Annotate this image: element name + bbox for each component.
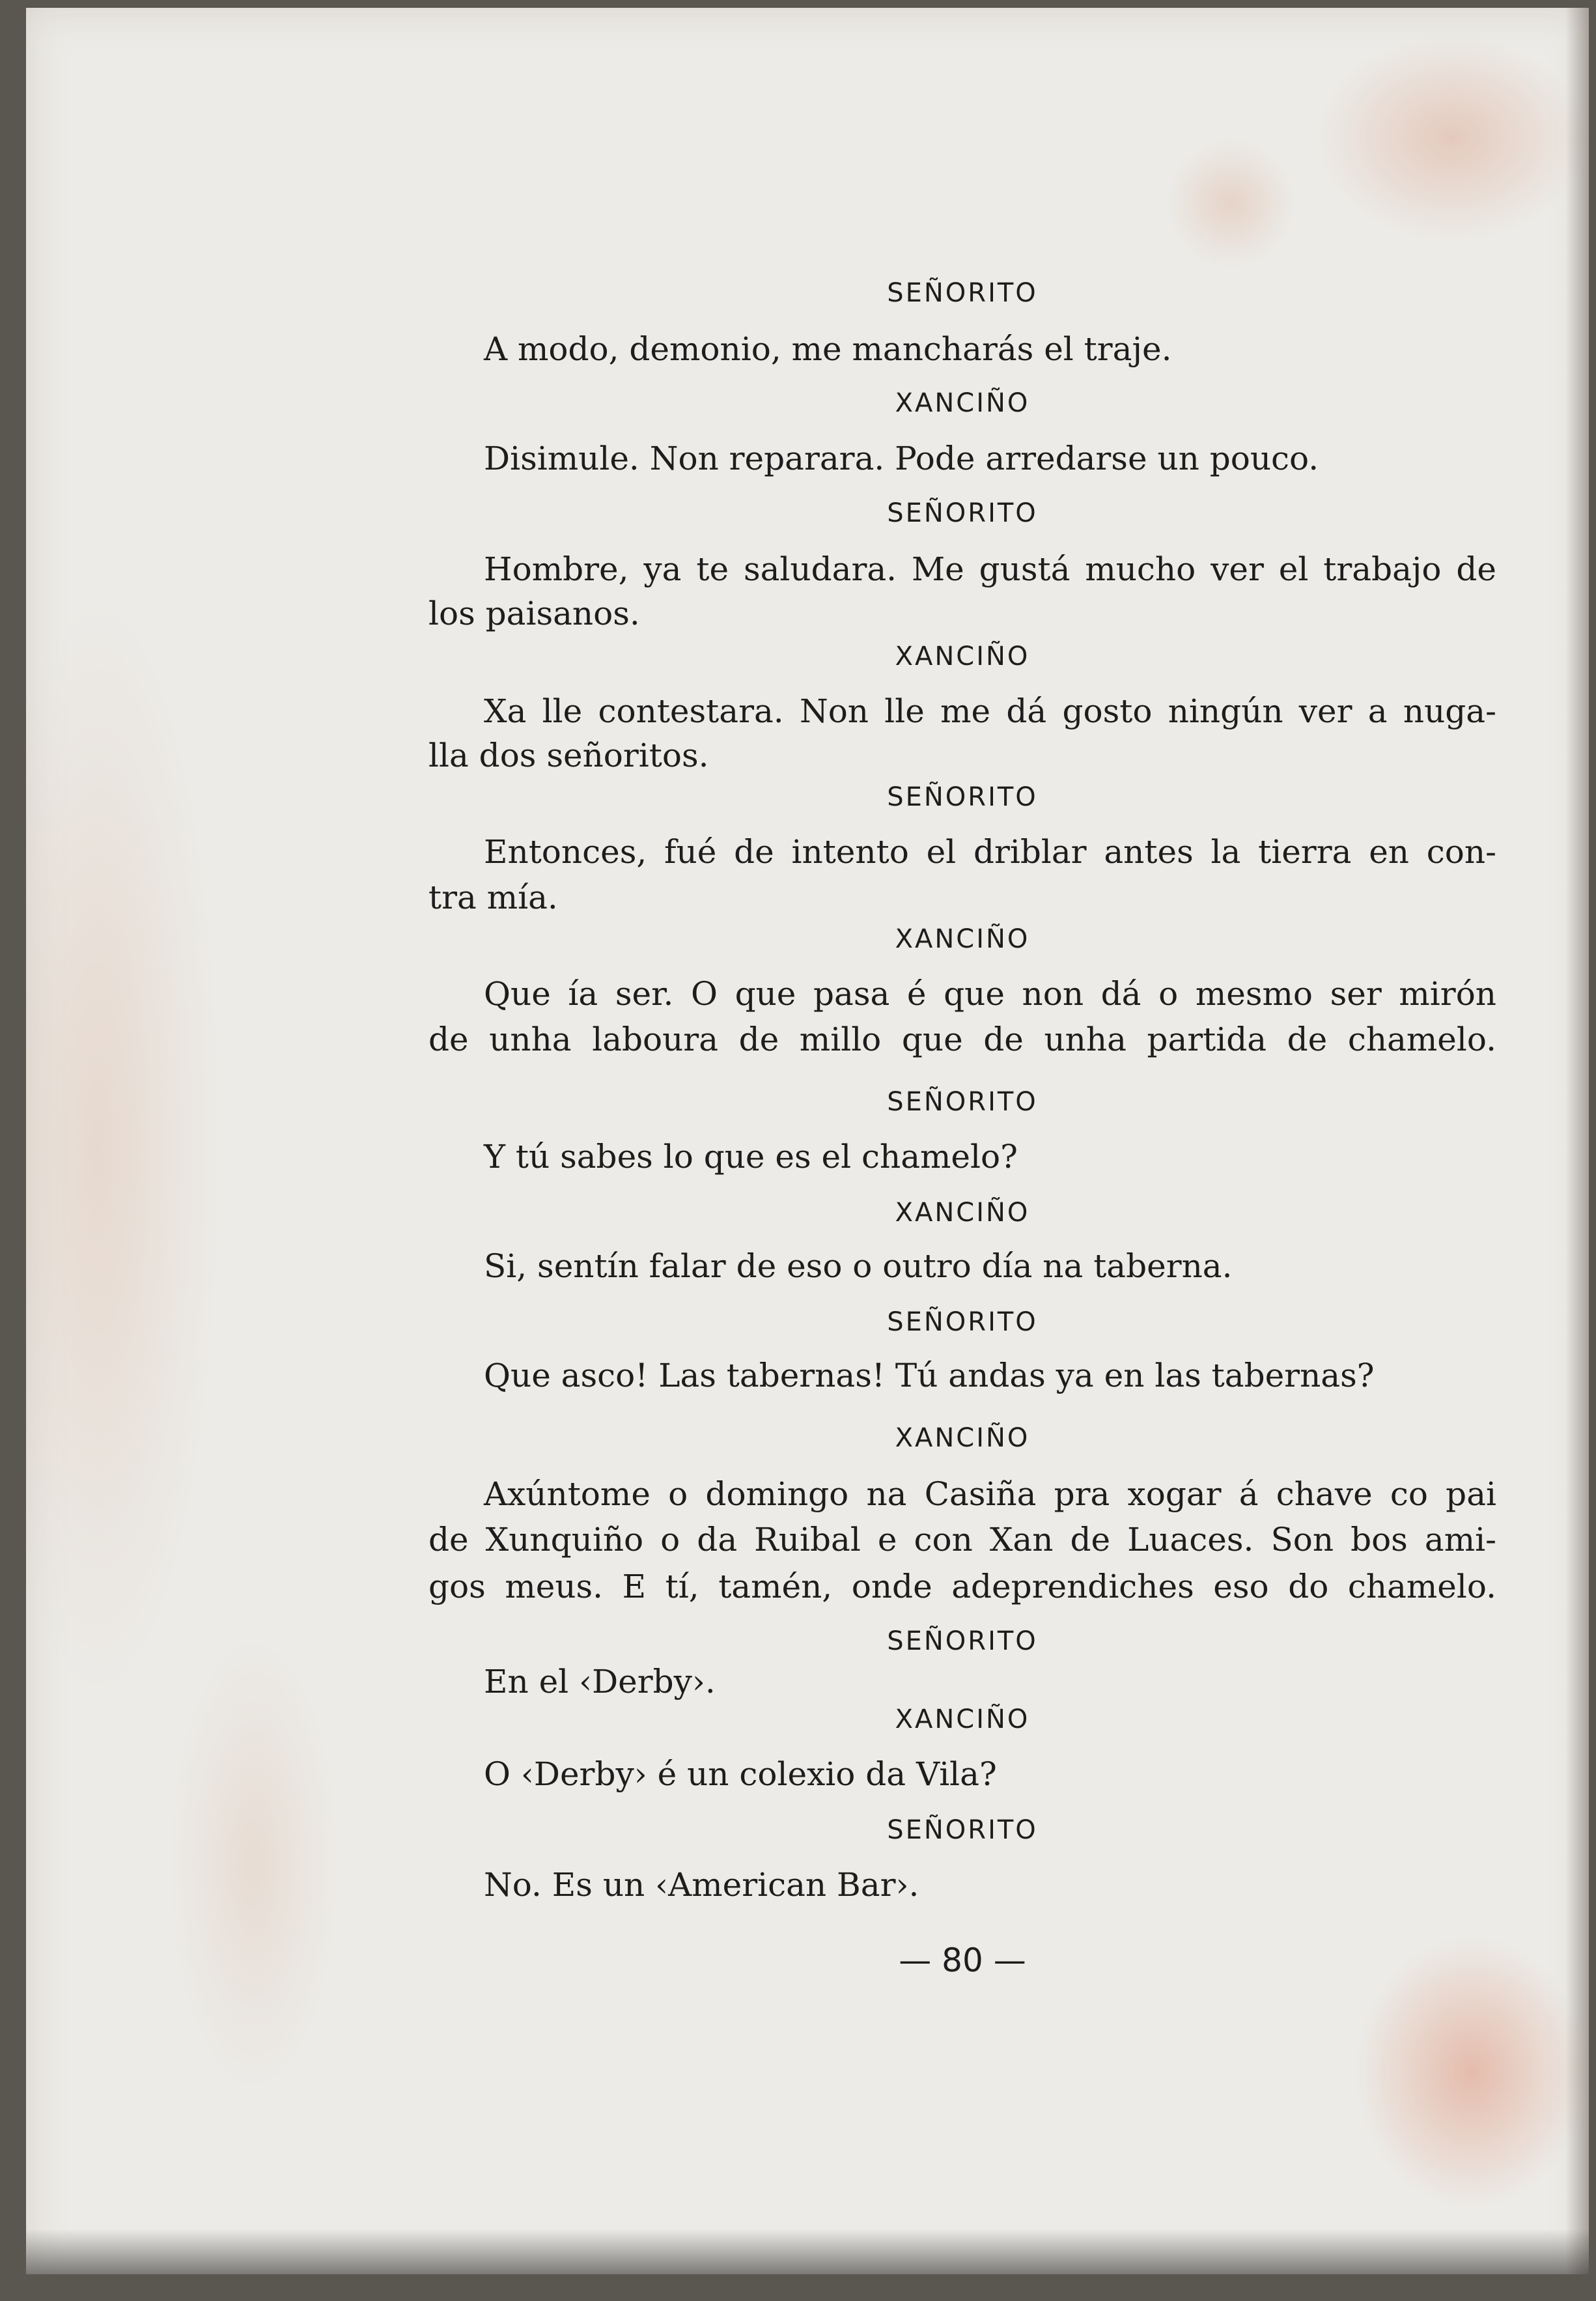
dialogue-line: lla dos señoritos. — [428, 737, 709, 774]
dialogue-line: Entonces, fué de intento el driblar antes la tierra en con- — [484, 833, 1496, 871]
speaker-name: XANCIÑO — [895, 924, 1030, 954]
dialogue-line: Si, sentín falar de eso o outro día na taberna. — [484, 1247, 1233, 1285]
speaker-name: XANCIÑO — [895, 642, 1030, 671]
dialogue-line: Xa lle contestara. Non lle me dá gosto ningún ver a nuga- — [484, 692, 1496, 730]
speaker-name: SEÑORITO — [887, 1087, 1038, 1117]
speaker-name: SEÑORITO — [887, 498, 1038, 528]
page-number: — 80 — — [899, 1941, 1026, 1979]
water-stain — [169, 1636, 339, 2092]
dialogue-line: tra mía. — [428, 879, 558, 916]
page-edge-shadow — [1565, 8, 1589, 2274]
speaker-name: SEÑORITO — [887, 782, 1038, 812]
dialogue-line: Axúntome o domingo na Casiña pra xogar á chave co pai — [484, 1475, 1496, 1513]
water-stain — [1315, 34, 1589, 242]
dialogue-line: Hombre, ya te saludara. Me gustá mucho ver el trabajo de — [484, 550, 1496, 588]
dialogue-line: A modo, demonio, me mancharás el traje. — [484, 330, 1172, 368]
dialogue-line: Disimule. Non reparara. Pode arredarse un pouco. — [484, 440, 1319, 477]
speaker-name: SEÑORITO — [887, 1815, 1038, 1845]
speaker-name: SEÑORITO — [887, 1307, 1038, 1337]
dialogue-line: gos meus. E tí, tamén, onde adeprendiches eso do chamelo. — [428, 1568, 1496, 1605]
speaker-name: XANCIÑO — [895, 388, 1030, 418]
dialogue-line: Que asco! Las tabernas! Tú andas ya en las tabernas? — [484, 1357, 1375, 1394]
speaker-name: SEÑORITO — [887, 278, 1038, 308]
speaker-name: SEÑORITO — [887, 1626, 1038, 1656]
dialogue-line: de unha laboura de millo que de unha partida de chamelo. — [428, 1021, 1496, 1058]
speaker-name: XANCIÑO — [895, 1704, 1030, 1734]
dialogue-line: En el ‹Derby›. — [484, 1663, 716, 1701]
dialogue-line: los paisanos. — [428, 595, 640, 632]
dialogue-line: Y tú sabes lo que es el chamelo? — [484, 1138, 1018, 1176]
book-page — [26, 8, 1589, 2274]
page-bottom-edge — [26, 2229, 1589, 2274]
water-stain — [1166, 138, 1296, 268]
speaker-name: XANCIÑO — [895, 1423, 1030, 1453]
dialogue-line: Que ía ser. O que pasa é que non dá o mesmo ser mirón — [484, 975, 1496, 1013]
speaker-name: XANCIÑO — [895, 1198, 1030, 1228]
dialogue-line: No. Es un ‹American Bar›. — [484, 1866, 919, 1904]
dialogue-line: de Xunquiño o da Ruibal e con Xan de Luaces. Son bos ami- — [428, 1521, 1496, 1559]
water-stain — [26, 594, 221, 1701]
dialogue-line: O ‹Derby› é un colexio da Vila? — [484, 1755, 997, 1793]
